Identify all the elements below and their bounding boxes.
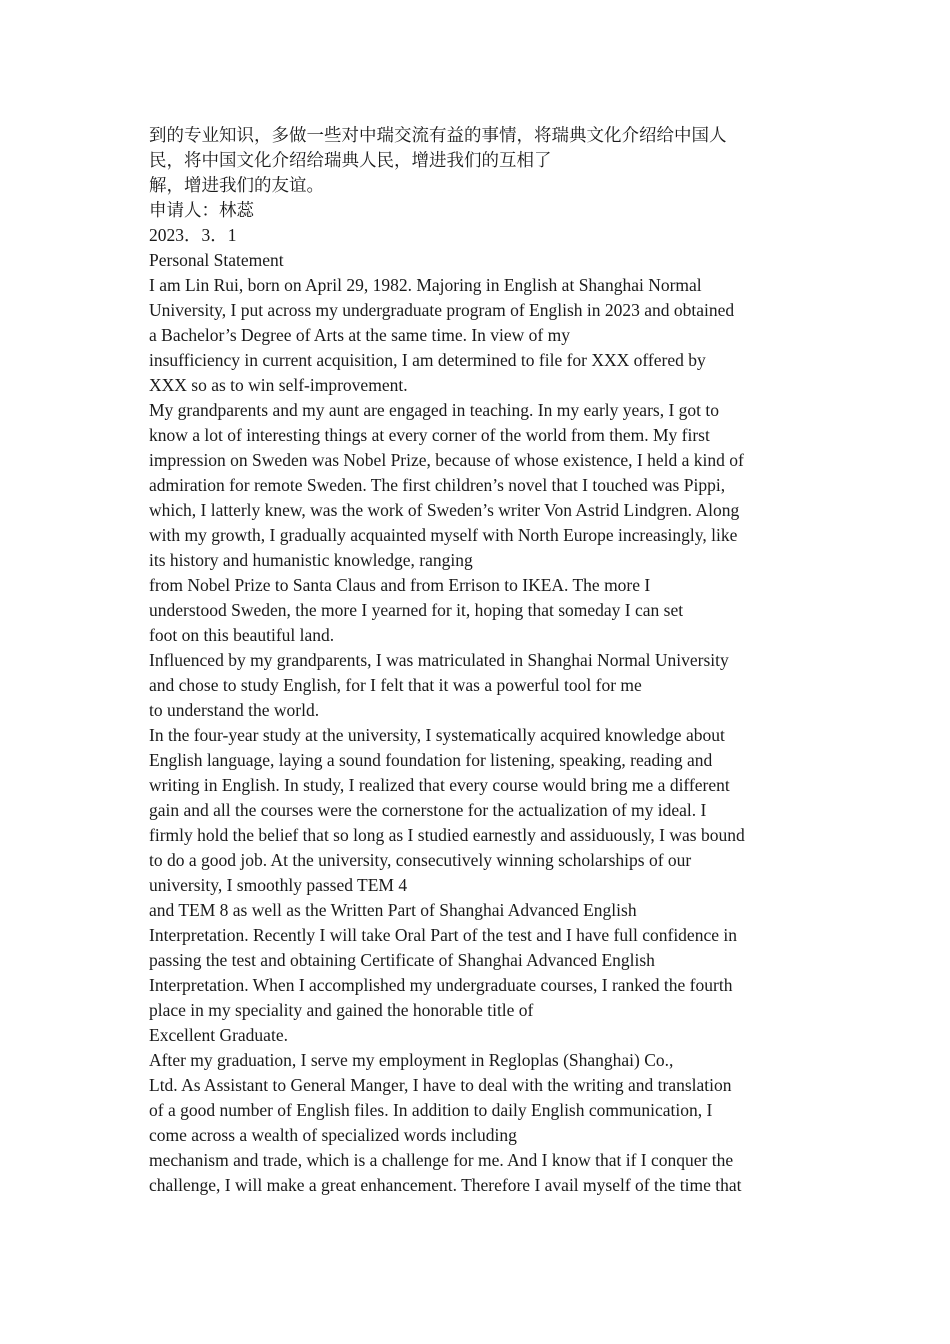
text-line: I am Lin Rui, born on April 29, 1982. Majoring in English at Shanghai Normal: [149, 275, 702, 295]
text-line: and chose to study English, for I felt that it was a powerful tool for me: [149, 675, 642, 695]
text-line: with my growth, I gradually acquainted myself with North Europe increasingly, like: [149, 525, 738, 545]
text-line: foot on this beautiful land.: [149, 625, 335, 645]
text-line: a Bachelor’s Degree of Arts at the same time. In view of my: [149, 325, 570, 345]
text-line: know a lot of interesting things at every corner of the world from them. My first: [149, 425, 710, 445]
text-line: writing in English. In study, I realized that every course would bring me a different: [149, 775, 730, 795]
text-line: Interpretation. When I accomplished my undergraduate courses, I ranked the fourth: [149, 975, 733, 995]
text-line: challenge, I will make a great enhancement. Therefore I avail myself of the time that: [149, 1175, 742, 1195]
text-line: Interpretation. Recently I will take Oral Part of the test and I have full confidence in: [149, 925, 737, 945]
text-line: 解，增进我们的友谊。: [149, 175, 324, 195]
text-line: Personal Statement: [149, 250, 284, 270]
text-line: and TEM 8 as well as the Written Part of Shanghai Advanced English: [149, 900, 637, 920]
text-line: After my graduation, I serve my employment in Regloplas (Shanghai) Co.,: [149, 1050, 674, 1070]
text-line: 2023．3．1: [149, 225, 237, 245]
text-line: its history and humanistic knowledge, ranging: [149, 550, 473, 570]
text-line: admiration for remote Sweden. The first children’s novel that I touched was Pippi,: [149, 475, 726, 495]
text-line: 申请人：林蕊: [149, 200, 254, 220]
text-line: come across a wealth of specialized words including: [149, 1125, 517, 1145]
text-line: mechanism and trade, which is a challenge for me. And I know that if I conquer the: [149, 1150, 734, 1170]
document-body: [149, 123, 809, 1198]
text-line: 民，将中国文化介绍给瑞典人民，增进我们的互相了: [149, 150, 552, 170]
text-line: passing the test and obtaining Certificate of Shanghai Advanced English: [149, 950, 655, 970]
text-line: English language, laying a sound foundation for listening, speaking, reading and: [149, 750, 713, 770]
text-line: Ltd. As Assistant to General Manger, I have to deal with the writing and translation: [149, 1075, 732, 1095]
text-line: My grandparents and my aunt are engaged in teaching. In my early years, I got to: [149, 400, 720, 420]
text-line: Influenced by my grandparents, I was matriculated in Shanghai Normal University: [149, 650, 729, 670]
text-line: place in my speciality and gained the honorable title of: [149, 1000, 534, 1020]
text-line: University, I put across my undergraduate program of English in 2023 and obtained: [149, 300, 735, 320]
text-line: university, I smoothly passed TEM 4: [149, 875, 408, 895]
text-line: insufficiency in current acquisition, I am determined to file for XXX offered by: [149, 350, 706, 370]
text-line: gain and all the courses were the cornerstone for the actualization of my ideal. I: [149, 800, 707, 820]
text-line: In the four-year study at the university, I systematically acquired knowledge about: [149, 725, 725, 745]
text-line: 到的专业知识，多做一些对中瑞交流有益的事情，将瑞典文化介绍给中国人: [149, 125, 727, 145]
text-line: understood Sweden, the more I yearned for it, hoping that someday I can set: [149, 600, 684, 620]
text-line: of a good number of English files. In addition to daily English communication, I: [149, 1100, 713, 1120]
text-line: impression on Sweden was Nobel Prize, because of whose existence, I held a kind of: [149, 450, 744, 470]
text-line: from Nobel Prize to Santa Claus and from Errison to IKEA. The more I: [149, 575, 651, 595]
text-line: to understand the world.: [149, 700, 320, 720]
text-line: to do a good job. At the university, consecutively winning scholarships of our: [149, 850, 692, 870]
text-line: Excellent Graduate.: [149, 1025, 288, 1045]
text-line: XXX so as to win self-improvement.: [149, 375, 408, 395]
text-line: firmly hold the belief that so long as I studied earnestly and assiduously, I was bound: [149, 825, 745, 845]
text-line: which, I latterly knew, was the work of Sweden’s writer Von Astrid Lindgren. Along: [149, 500, 740, 520]
